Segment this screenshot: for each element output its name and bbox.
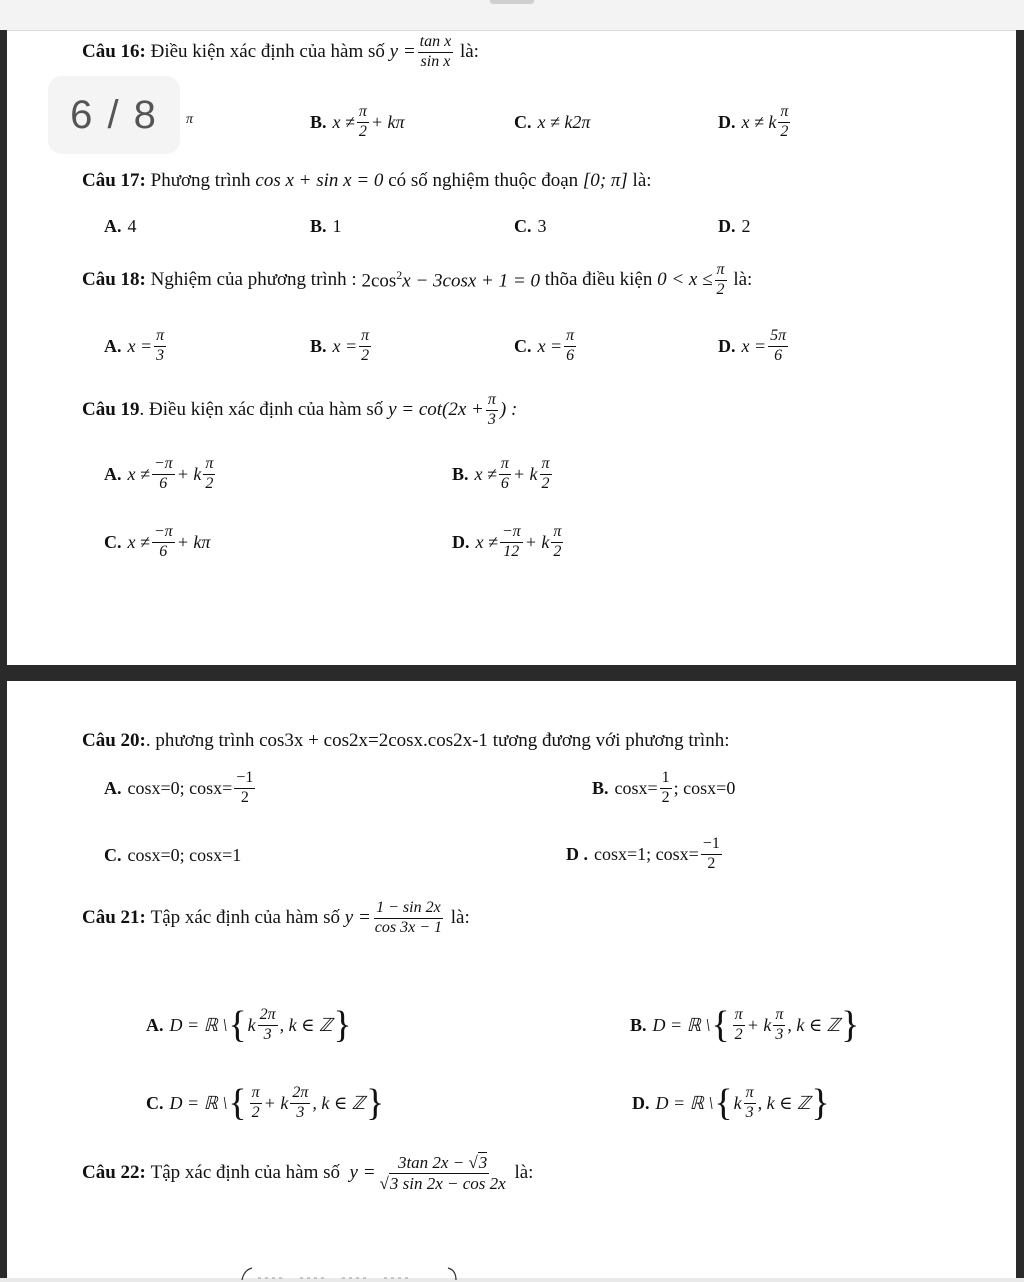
question-17: Câu 17: Phương trình cos x + sin x = 0 có số nghiệm thuộc đoạn [0; π] là:	[82, 170, 652, 191]
question-20: Câu 20: . phương trình cos3x + cos2x=2cosx.cos2x-1 tương đương với phương trình:	[82, 730, 730, 751]
option-21-c: C. D = ℝ \ { $\frac{\pi}{2}$ + k $\frac{2\pi}{3}$ , k ∈ ℤ }	[146, 1082, 385, 1124]
option-16-a-fragment: π	[186, 112, 194, 127]
option-20-b: B. cosx= $\frac{1}{2}$ ; cosx=0	[592, 769, 736, 806]
option-17-d: D. 2	[718, 216, 751, 236]
left-frame	[0, 30, 7, 1278]
question-18: Câu 18: Nghiệm của phương trình : $2\cos^2x - 3\cos x + 1 = 0$ thõa điều kiện 0 < x ≤ $\frac{\pi}{2}$ là:	[82, 261, 753, 298]
option-19-b: B. x ≠ $\frac{\pi}{6}$ + k $\frac{\pi}{2}$	[452, 455, 550, 492]
option-19-d: D. x ≠ $\frac{-\pi}{12}$ + k $\frac{\pi}{2}$	[452, 523, 562, 560]
option-17-b: B. 1	[310, 216, 342, 236]
question-19: Câu 19 . Điều kiện xác định của hàm số y = cot(2x + $\frac{\pi}{3}$ ) :	[82, 391, 518, 428]
option-21-a: A. D = ℝ \ { k $\frac{2\pi}{3}$ , k ∈ ℤ }	[146, 1004, 352, 1046]
option-18-b: B. x = $\frac{\pi}{2}$	[310, 327, 370, 364]
option-17-a: A. 4	[104, 216, 137, 236]
question-22: Câu 22: Tập xác định của hàm số y = $\frac{3\tan 2x - √3}{√3 \sin 2x - \cos 2x}$ là:	[82, 1153, 534, 1193]
option-16-d: D. x ≠ k $\frac{\pi}{2}$	[718, 103, 789, 140]
option-20-d: D . cosx=1; cosx= $\frac{-1}{2}$	[566, 835, 720, 872]
option-19-a: A. x ≠ $\frac{-\pi}{6}$ + k $\frac{\pi}{2}$	[104, 455, 214, 492]
question-label: Câu 16:	[82, 41, 146, 63]
option-17-c: C. 3	[514, 216, 547, 236]
option-18-c: C. x = $\frac{\pi}{6}$	[514, 327, 575, 364]
option-21-d: D. D = ℝ \ { k $\frac{\pi}{3}$ , k ∈ ℤ }	[632, 1082, 830, 1124]
question-21: Câu 21: Tập xác định của hàm số y = $\frac{1 - \sin 2x}{\cos 3x - 1}$ là:	[82, 899, 470, 936]
option-20-a: A. cosx=0; cosx= $\frac{-1}{2}$	[104, 769, 254, 806]
question-16: Câu 16: Điều kiện xác định của hàm số y = $\frac{\text{tan x}}{\text{sin x}}$ là:	[82, 33, 479, 70]
option-16-b: B. x ≠ $\frac{\pi}{2}$ + kπ	[310, 103, 405, 140]
option-18-d: D. x = $\frac{5\pi}{6}$	[718, 327, 787, 364]
option-19-c: C. x ≠ $\frac{-\pi}{6}$ + kπ	[104, 523, 211, 560]
drag-handle[interactable]	[490, 0, 534, 4]
cut-off-formula-fragment	[230, 1262, 460, 1282]
option-16-c: C. x ≠ k2π	[514, 112, 591, 132]
option-18-a: A. x = $\frac{\pi}{3}$	[104, 327, 165, 364]
right-frame	[1016, 30, 1024, 1278]
page-separator	[0, 665, 1024, 681]
page-counter: 6 / 8	[48, 76, 180, 154]
option-20-c: C. cosx=0; cosx=1	[104, 845, 242, 865]
option-21-b: B. D = ℝ \ { $\frac{\pi}{2}$ + k $\frac{\pi}{3}$ , k ∈ ℤ }	[630, 1004, 860, 1046]
viewer-top-bar	[0, 0, 1024, 31]
